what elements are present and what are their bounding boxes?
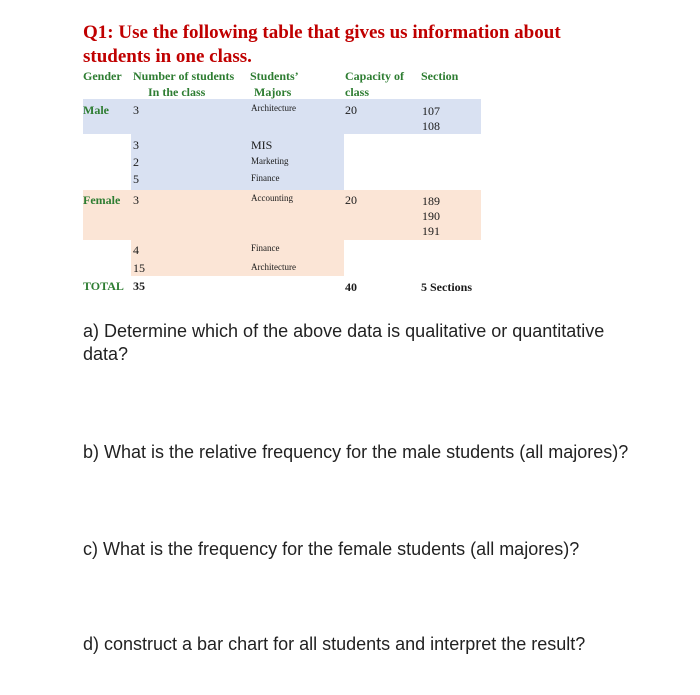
male-sub-major: Marketing [251, 156, 289, 166]
header-in-class: In the class [148, 85, 206, 99]
header-num-students: Number of students [133, 69, 235, 83]
total-label: TOTAL [83, 279, 124, 293]
female-section: 190 [422, 209, 440, 223]
male-capacity: 20 [345, 103, 357, 117]
male-count: 3 [133, 103, 139, 117]
female-sub-count: 15 [133, 261, 145, 275]
female-sub-band [131, 240, 344, 276]
female-count: 3 [133, 193, 139, 207]
female-sub-count: 4 [133, 243, 139, 257]
question-title-line1: Q1: Use the following table that gives us information about [83, 22, 561, 43]
question-c: c) What is the frequency for the female students (all majores)? [83, 539, 580, 559]
male-sub-count: 2 [133, 155, 139, 169]
header-class: class [345, 85, 369, 99]
header-students: Students’ [250, 69, 299, 83]
female-sub-major: Finance [251, 243, 280, 253]
question-d: d) construct a bar chart for all students and interpret the result? [83, 634, 586, 654]
total-capacity: 40 [345, 280, 357, 294]
header-gender: Gender [83, 69, 122, 83]
question-b: b) What is the relative frequency for the male students (all majores)? [83, 442, 629, 462]
male-major: Architecture [251, 103, 296, 113]
male-sub-major: Finance [251, 173, 280, 183]
male-sub-count: 3 [133, 138, 139, 152]
male-sub-count: 5 [133, 172, 139, 186]
male-sub-major: MIS [251, 138, 273, 152]
female-sub-major: Architecture [251, 262, 296, 272]
header-majors: Majors [254, 85, 292, 99]
male-section: 107 [422, 104, 440, 118]
male-sub-band [131, 134, 344, 190]
total-count: 35 [133, 279, 145, 293]
header-capacity: Capacity of [345, 69, 404, 83]
total-sections: 5 Sections [421, 280, 472, 294]
header-section: Section [421, 69, 459, 83]
male-label: Male [83, 103, 109, 117]
female-label: Female [83, 193, 121, 207]
male-section: 108 [422, 119, 440, 133]
female-capacity: 20 [345, 193, 357, 207]
question-title-line2: students in one class. [83, 46, 252, 67]
female-section: 191 [422, 224, 440, 238]
question-a: a) Determine which of the above data is qualitative or quantitative data? [83, 321, 605, 364]
female-section: 189 [422, 194, 440, 208]
female-major: Accounting [251, 193, 293, 203]
